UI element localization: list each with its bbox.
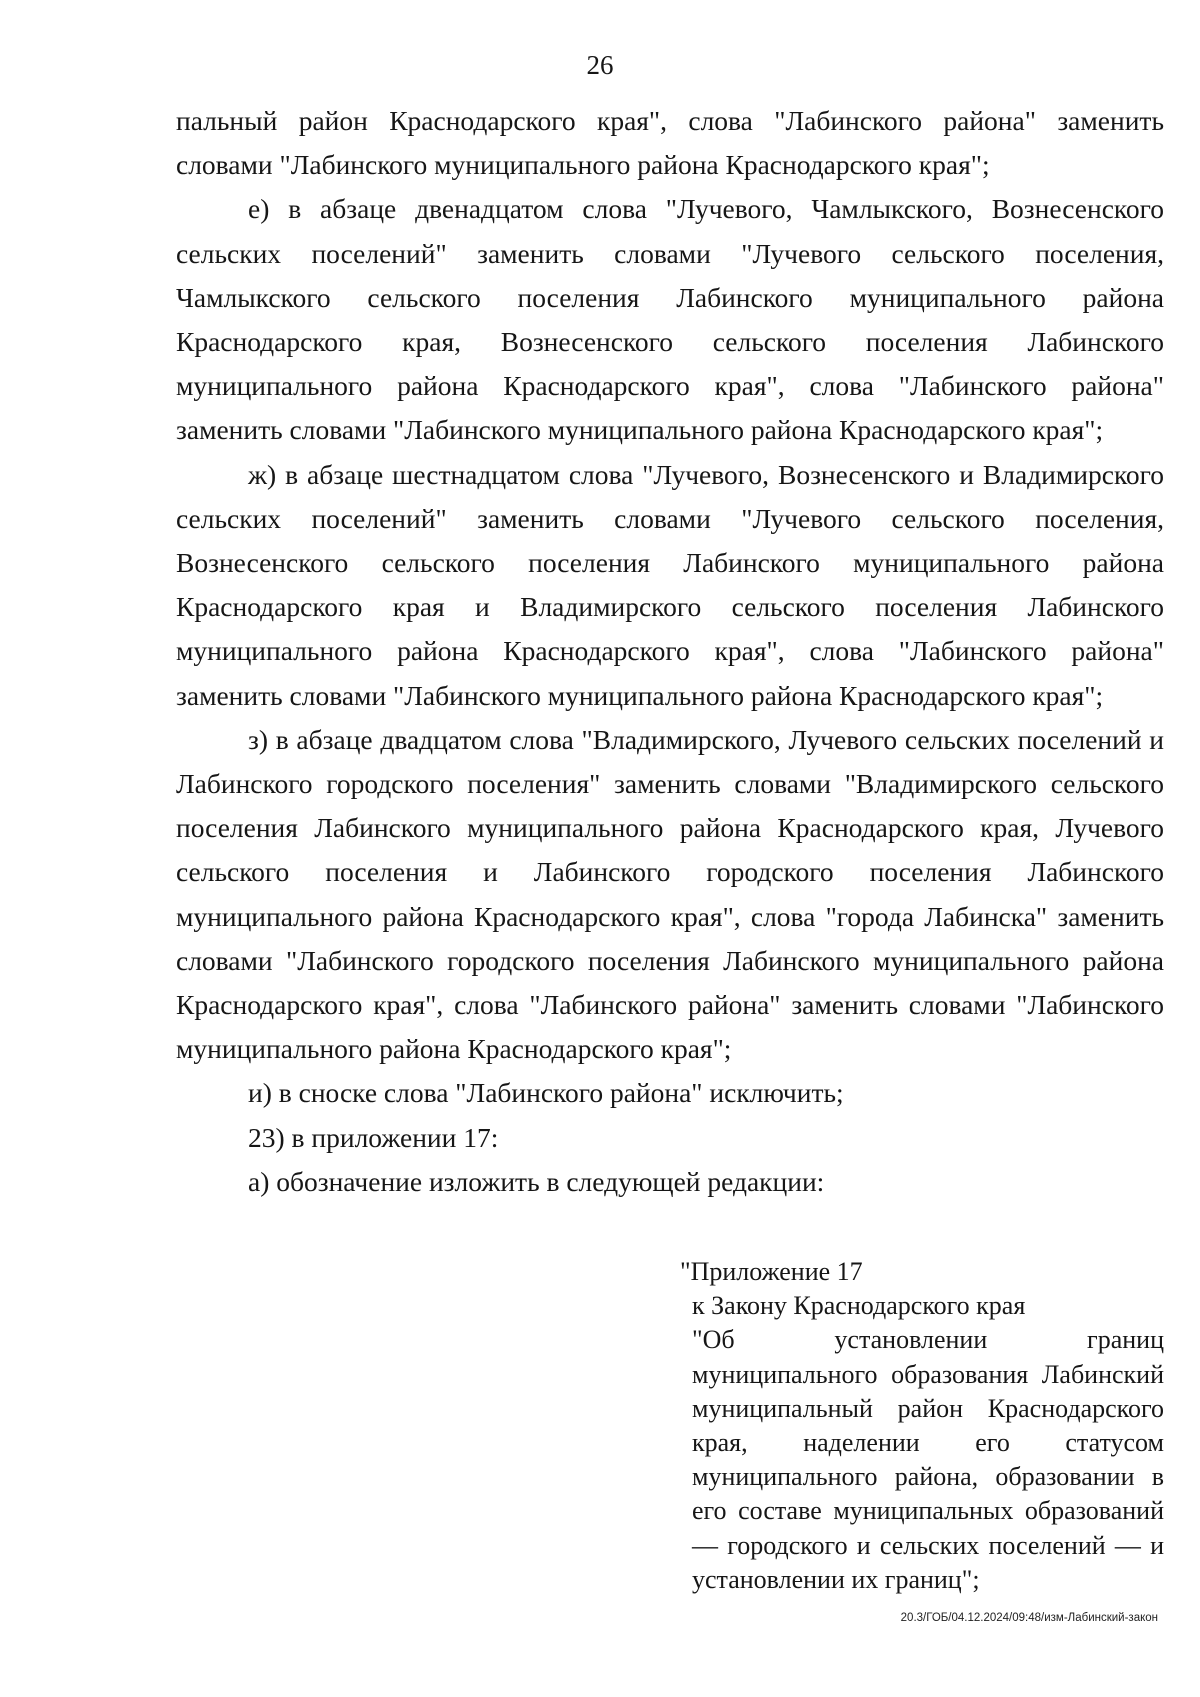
paragraph-item-z: з) в абзаце двадцатом слова "Владимирского, Лучевого сельских поселений и Лабинского городского поселения" заменить словами "Владимирского сельского поселения Лабинского муниципального района Краснодарского края, Лучевого сельского поселения и Лабинского городского поселения Лабинского муниципального района Краснодарского края", слова "города Лабинска" заменить словами "Лабинского городского поселения Лабинского муниципального района Краснодарского края", слова "Лабинского района" заменить словами "Лабинского муниципального района Краснодарского края"; <box>176 723 1164 1065</box>
paragraph-continuation: пальный район Краснодарского края", слова "Лабинского района" заменить словами "Лабинского муниципального района Краснодарского края"; <box>176 105 1164 181</box>
appendix-law-reference: к Закону Краснодарского края <box>692 1291 1026 1321</box>
paragraph-item-zh: ж) в абзаце шестнадцатом слова "Лучевого, Вознесенского и Владимирского сельских поселений" заменить словами "Лучевого сельского поселения, Вознесенского сельского поселения Лабинского муниципального района Краснодарского края и Владимирского сельского поселения Лабинского муниципального района Краснодарского края", слова "Лабинского района" заменить словами "Лабинского муниципального района Краснодарского края"; <box>176 458 1164 711</box>
paragraph-item-i: и) в сноске слова "Лабинского района" исключить; <box>248 1077 844 1109</box>
paragraph-item-e: е) в абзаце двенадцатом слова "Лучевого, Чамлыкского, Вознесенского сельских поселений" заменить словами "Лучевого сельского поселения, Чамлыкского сельского поселения Лабинского муниципального района Краснодарского края, Вознесенского сельского поселения Лабинского муниципального района Краснодарского края", слова "Лабинского района" заменить словами "Лабинского муниципального района Краснодарского края"; <box>176 193 1164 446</box>
paragraph-item-a: а) обозначение изложить в следующей редакции: <box>248 1165 825 1197</box>
appendix-heading-block <box>680 1255 1164 1597</box>
document-footer-code: 20.3/ГОБ/04.12.2024/09:48/изм-Лабинский-закон <box>900 1612 1158 1624</box>
paragraph-item-23: 23) в приложении 17: <box>248 1121 499 1153</box>
appendix-title: "Приложение 17 <box>680 1257 863 1286</box>
appendix-law-name: "Об установлении границ муниципального образования Лабинский муниципальный район Краснодарского края, наделении его статусом муниципального района, образовании в его составе муниципальных образований — городского и сельских поселений — и установлении их границ"; <box>692 1325 1164 1594</box>
page-number: 26 <box>586 50 614 80</box>
main-text <box>176 99 1164 1204</box>
